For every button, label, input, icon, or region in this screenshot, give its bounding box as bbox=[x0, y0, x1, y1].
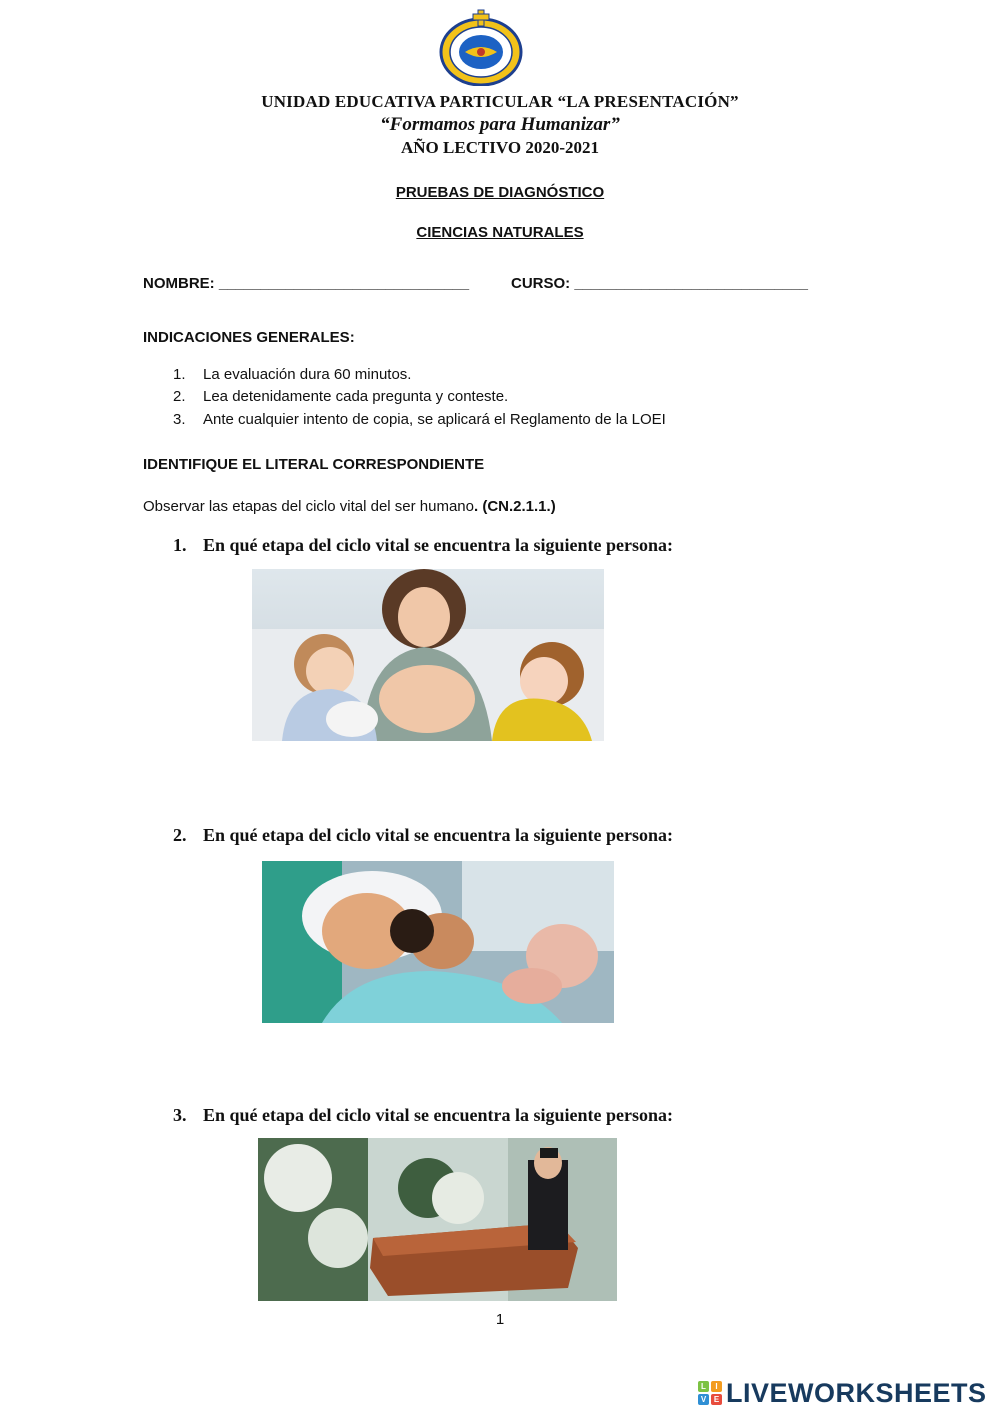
instructions-heading: INDICACIONES GENERALES: bbox=[143, 329, 355, 346]
instruction-item bbox=[173, 411, 666, 428]
instruction-item bbox=[173, 366, 411, 383]
question-text: En qué etapa del ciclo vital se encuentra la siguiente persona: bbox=[203, 535, 673, 555]
question-text: En qué etapa del ciclo vital se encuentra la siguiente persona: bbox=[203, 825, 673, 845]
section-heading: IDENTIFIQUE EL LITERAL CORRESPONDIENTE bbox=[143, 456, 485, 473]
question-number: 2. bbox=[173, 825, 187, 845]
instruction-number: 1. bbox=[173, 366, 186, 383]
question-2 bbox=[173, 825, 673, 846]
question-number: 1. bbox=[173, 535, 187, 555]
section-intro bbox=[143, 498, 556, 515]
instruction-number: 3. bbox=[173, 411, 186, 428]
section-intro-text: Observar las etapas del ciclo vital del ser humano bbox=[143, 498, 474, 515]
question-1 bbox=[173, 535, 673, 556]
test-title: PRUEBAS DE DIAGNÓSTICO bbox=[395, 184, 605, 201]
academic-year: AÑO LECTIVO 2020-2021 bbox=[400, 138, 599, 157]
question-text: En qué etapa del ciclo vital se encuentra la siguiente persona: bbox=[203, 1105, 673, 1125]
school-name: UNIDAD EDUCATIVA PARTICULAR “LA PRESENTACIÓN” bbox=[261, 92, 739, 111]
liveworksheets-tiles-icon: L I V E bbox=[698, 1381, 722, 1405]
instruction-text: Ante cualquier intento de copia, se aplicará el Reglamento de la LOEI bbox=[203, 411, 666, 428]
instruction-text: Lea detenidamente cada pregunta y conteste. bbox=[203, 388, 509, 405]
name-field-label: NOMBRE: ______________________________ bbox=[143, 275, 470, 292]
liveworksheets-brand: LIVEWORKSHEETS bbox=[726, 1377, 987, 1408]
subject-title: CIENCIAS NATURALES bbox=[416, 224, 584, 241]
question-3 bbox=[173, 1105, 673, 1126]
liveworksheets-logo bbox=[698, 1378, 987, 1408]
page-number: 1 bbox=[495, 1311, 505, 1328]
newborn-birth-photo bbox=[262, 861, 614, 1023]
instruction-item bbox=[173, 388, 508, 405]
curriculum-code: . (CN.2.1.1.) bbox=[474, 498, 556, 515]
instruction-number: 2. bbox=[173, 388, 186, 405]
pregnant-mother-with-children-photo bbox=[252, 569, 604, 741]
question-number: 3. bbox=[173, 1105, 187, 1125]
instruction-text: La evaluación dura 60 minutos. bbox=[203, 366, 412, 383]
school-motto: “Formamos para Humanizar” bbox=[380, 114, 620, 135]
funeral-coffin-photo bbox=[258, 1138, 617, 1301]
course-field-label: CURSO: ____________________________ bbox=[511, 275, 808, 292]
school-seal-logo bbox=[438, 8, 524, 86]
